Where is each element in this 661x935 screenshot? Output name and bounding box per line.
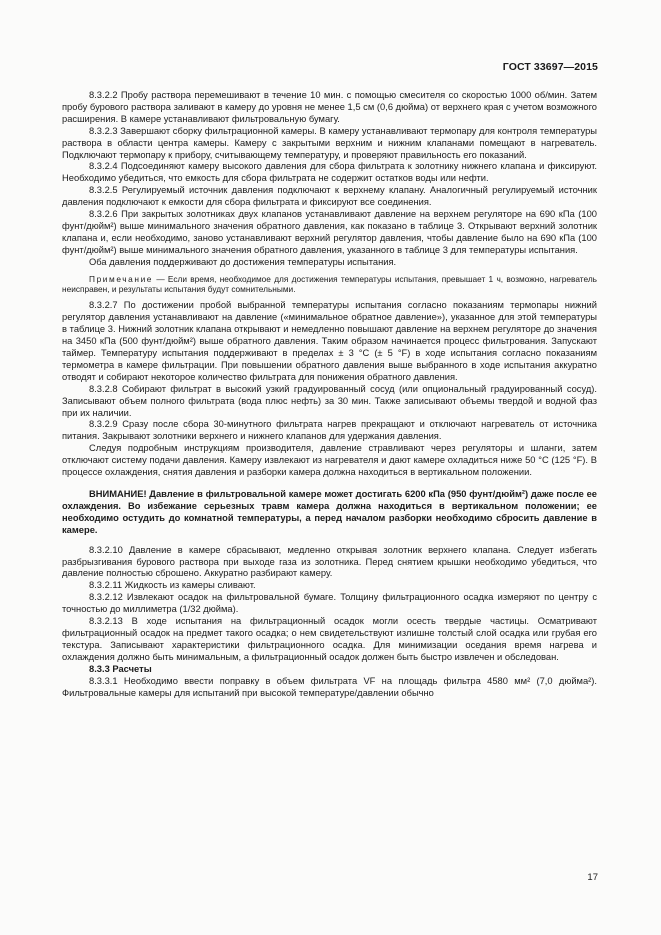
section-heading-calculations: 8.3.3 Расчеты bbox=[89, 663, 152, 674]
paragraph-8-3-2-3: 8.3.2.3 Завершают сборку фильтрационной камеры. В камеру устанавливают термопару для контроля температуры раствора в области центра камеры. Камеру с закрытыми верхним и нижним клапанами помещают в нагреватель. Подключают термопару к прибору, считывающему температуру, и проверяют правильность его показаний. bbox=[62, 125, 597, 160]
paragraph-8-3-3-1: 8.3.3.1 Необходимо ввести поправку в объем фильтрата VF на площадь фильтра 4580 мм² (7,0 дюйма²). Фильтровальные камеры для испытаний при высокой температуре/давлении обычно bbox=[62, 675, 597, 698]
document-body bbox=[62, 90, 597, 699]
paragraph-8-3-2-6: 8.3.2.6 При закрытых золотниках двух клапанов устанавливают давление на верхнем регуляторе на 690 кПа (100 фунт/дюйм²) выше минимального значения обратного давления, как показано в таблице 3. Открывают верхний золотник клапана и, если необходимо, заново устанавливают верхний регулятор давления, чтобы давление было на 690 кПа (100 фунт/дюйм²) выше минимального значения обратного давления, указанного в таблице 3 для температуры испытания. bbox=[62, 209, 597, 255]
paragraph-pressure-release: Следуя подробным инструкциям производителя, давление стравливают через регуляторы и шланги, затем отключают систему подачи давления. Камеру извлекают из нагревателя и дают камере охладиться ниже 50 °С (125 °F). В процессе охлаждения, снятия давления и разборки камера должна находиться в вертикальном положении. bbox=[62, 443, 597, 478]
paragraph-8-3-2-5: 8.3.2.5 Регулируемый источник давления подключают к верхнему клапану. Аналогичный регулируемый источник давления подключают к емкости для сбора фильтрата и фиксируют все соединения. bbox=[62, 185, 597, 208]
note bbox=[62, 274, 597, 295]
paragraph-8-3-2-10: 8.3.2.10 Давление в камере сбрасывают, медленно открывая золотник верхнего клапана. Следует избегать разбрызгивания бурового раствора при выходе газа из золотника. Перед снятием крышки необходимо убедиться, что давление полностью сброшено. Аккуратно разбирают камеру. bbox=[62, 544, 597, 579]
page-number: 17 bbox=[587, 872, 598, 883]
document-standard-id: ГОСТ 33697—2015 bbox=[502, 61, 598, 73]
paragraph-8-3-2-9: 8.3.2.9 Сразу после сбора 30-минутного фильтрата нагрев прекращают и отключают нагреватель от источника питания. Закрывают золотники верхнего и нижнего клапанов для удержания давления. bbox=[62, 419, 597, 442]
paragraph-8-3-2-8: 8.3.2.8 Собирают фильтрат в высокий узкий градуированный сосуд (или опциональный градуированный сосуд). Записывают объем полного фильтрата (вода плюс нефть) за 30 мин. Также записывают объемы твердой и водной фаз при их наличии. bbox=[62, 383, 597, 418]
paragraph-8-3-2-4: 8.3.2.4 Подсоединяют камеру высокого давления для сбора фильтрата к золотнику нижнего клапана и фиксируют. Необходимо убедиться, что емкость для сбора фильтрата не содержит остатков воды или нефти. bbox=[62, 161, 597, 184]
paragraph-8-3-2-2: 8.3.2.2 Пробу раствора перемешивают в течение 10 мин. с помощью смесителя со скоростью 1000 об/мин. Затем пробу бурового раствора заливают в камеру до уровня не менее 1,5 см (0,6 дюйма) от верхнего края с учетом возможного расширения. В камере устанавливают фильтровальную бумагу. bbox=[62, 90, 597, 124]
paragraph-8-3-2-7: 8.3.2.7 По достижении пробой выбранной температуры испытания согласно показаниям термопары нижний регулятор давления устанавливают на давление («минимальное обратное давление»), указанное для этой температуры в таблице 3. Нижний золотник клапана открывают и немедленно повышают давление на верхнем регуляторе до значения на 3450 кПа (500 фунт/дюйм²) выше обратного давления. Таким образом начинается процесс фильтрования. Запускают таймер. Температуру испытания поддерживают в пределах ± 3 °С (± 5 °F) в ходе испытания согласно показаниям термометра в камере фильтрации. При повышении обратного давления выше выбранного в ходе испытания аккуратно отводят и собирают некоторое количество фильтрата для понижения обратного давления. bbox=[62, 300, 597, 382]
paragraph-8-3-2-12: 8.3.2.12 Извлекают осадок на фильтровальной бумаге. Толщину фильтрационного осадка измеряют по центру с точностью до миллиметра (1/32 дюйма). bbox=[62, 592, 597, 615]
warning-block: ВНИМАНИЕ! Давление в фильтровальной камере может достигать 6200 кПа (950 фунт/дюйм²) даже после ее охлаждения. Во избежание серьезных травм камера должна находиться в вертикальном положении; ее необходимо остудить до комнатной температуры, а перед началом разборки необходимо сбросить давление в камере. bbox=[62, 489, 597, 535]
paragraph-8-3-2-11: 8.3.2.11 Жидкость из камеры сливают. bbox=[89, 580, 256, 591]
note-text: — Если время, необходимое для достижения температуры испытания, превышает 1 ч, возможно, нагреватель неисправен, и результаты испытания будут сомнительными. bbox=[62, 273, 597, 294]
paragraph-8-3-2-13: 8.3.2.13 В ходе испытания на фильтрационный осадок могли осесть твердые частицы. Осматривают фильтрационный осадок на предмет такого осадка; о нем свидетельствуют излишне толстый слой осадка или грубая его текстура. Записывают характеристики фильтрационного осадка. Для минимизации оседания время нагрева и охлаждения должно быть минимальным, а фильтрационный осадок должен быть быстро извлечен и обследован. bbox=[62, 616, 597, 662]
paragraph-both-pressures: Оба давления поддерживают до достижения температуры испытания. bbox=[89, 256, 397, 267]
note-label: Примечание bbox=[89, 273, 154, 284]
